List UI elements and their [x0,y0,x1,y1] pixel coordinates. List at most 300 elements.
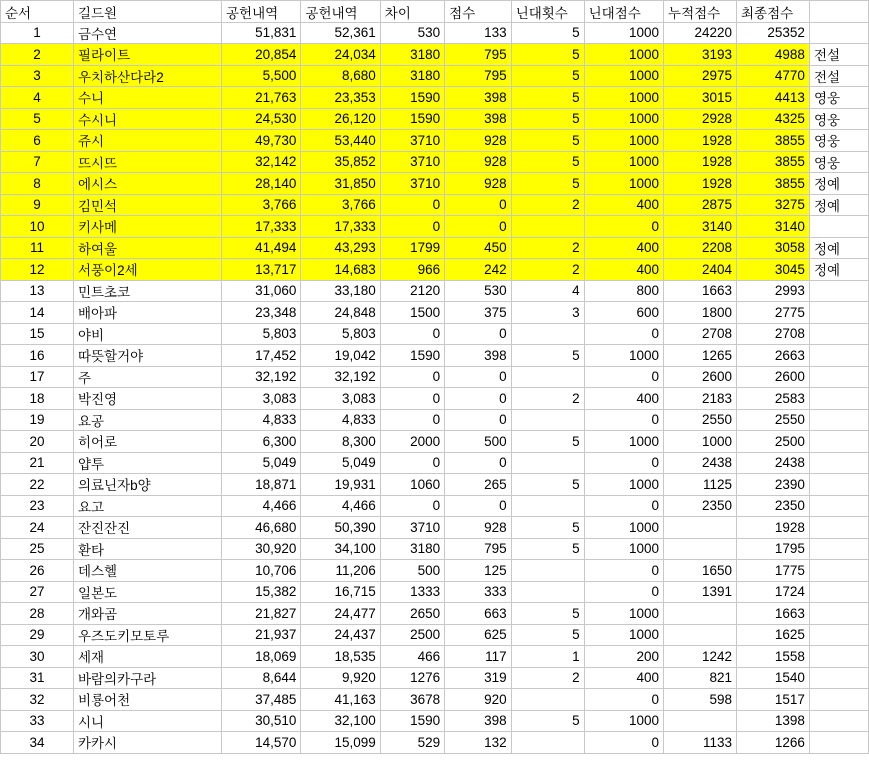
cell-final-score[interactable]: 3058 [736,237,809,259]
cell-score[interactable]: 795 [445,44,512,66]
cell-donation-after[interactable]: 32,192 [301,366,380,388]
cell-grade[interactable] [809,581,868,603]
cell-rank[interactable]: 27 [1,581,74,603]
cell-final-score[interactable]: 2775 [736,302,809,324]
cell-final-score[interactable]: 2993 [736,280,809,302]
cell-diff[interactable]: 0 [380,216,444,238]
cell-rank[interactable]: 3 [1,65,74,87]
cell-raid-score[interactable]: 0 [584,366,663,388]
cell-diff[interactable]: 0 [380,452,444,474]
cell-accumulated-score[interactable]: 1265 [664,345,737,367]
cell-member-name[interactable]: 얍투 [73,452,221,474]
cell-member-name[interactable]: 하여울 [73,237,221,259]
cell-diff[interactable]: 966 [380,259,444,281]
cell-grade[interactable] [809,431,868,453]
cell-donation-before[interactable]: 18,069 [222,646,301,668]
cell-donation-before[interactable]: 13,717 [222,259,301,281]
cell-raid-score[interactable]: 1000 [584,173,663,195]
cell-rank[interactable]: 4 [1,87,74,109]
cell-raid-score[interactable]: 0 [584,581,663,603]
cell-raid-count[interactable]: 5 [511,431,584,453]
cell-donation-after[interactable]: 8,300 [301,431,380,453]
cell-donation-after[interactable]: 19,931 [301,474,380,496]
cell-rank[interactable]: 21 [1,452,74,474]
cell-accumulated-score[interactable]: 821 [664,667,737,689]
cell-raid-count[interactable]: 5 [511,151,584,173]
cell-score[interactable]: 398 [445,345,512,367]
cell-score[interactable]: 242 [445,259,512,281]
cell-score[interactable]: 0 [445,194,512,216]
cell-rank[interactable]: 20 [1,431,74,453]
cell-raid-score[interactable]: 1000 [584,431,663,453]
cell-final-score[interactable]: 1398 [736,710,809,732]
cell-donation-before[interactable]: 4,466 [222,495,301,517]
cell-raid-count[interactable]: 5 [511,87,584,109]
cell-donation-before[interactable]: 46,680 [222,517,301,539]
table-row[interactable] [1,624,869,646]
cell-donation-after[interactable]: 5,049 [301,452,380,474]
cell-raid-count[interactable]: 5 [511,603,584,625]
cell-donation-before[interactable]: 31,060 [222,280,301,302]
cell-final-score[interactable]: 1724 [736,581,809,603]
cell-grade[interactable] [809,366,868,388]
cell-grade[interactable]: 전설 [809,44,868,66]
cell-donation-after[interactable]: 8,680 [301,65,380,87]
cell-accumulated-score[interactable]: 1663 [664,280,737,302]
cell-rank[interactable]: 26 [1,560,74,582]
cell-diff[interactable]: 1590 [380,710,444,732]
cell-final-score[interactable]: 2550 [736,409,809,431]
cell-score[interactable]: 0 [445,216,512,238]
cell-rank[interactable]: 29 [1,624,74,646]
cell-grade[interactable] [809,345,868,367]
table-row[interactable] [1,495,869,517]
cell-donation-after[interactable]: 35,852 [301,151,380,173]
cell-raid-score[interactable]: 0 [584,732,663,754]
cell-member-name[interactable]: 따뜻할거야 [73,345,221,367]
cell-member-name[interactable]: 비룡어천 [73,689,221,711]
cell-raid-count[interactable] [511,216,584,238]
cell-rank[interactable]: 14 [1,302,74,324]
cell-diff[interactable]: 0 [380,409,444,431]
cell-diff[interactable]: 1500 [380,302,444,324]
cell-accumulated-score[interactable]: 598 [664,689,737,711]
cell-diff[interactable]: 2000 [380,431,444,453]
cell-grade[interactable] [809,452,868,474]
table-row[interactable] [1,302,869,324]
cell-final-score[interactable]: 4325 [736,108,809,130]
cell-donation-before[interactable]: 30,510 [222,710,301,732]
cell-raid-score[interactable]: 800 [584,280,663,302]
cell-member-name[interactable]: 환타 [73,538,221,560]
cell-grade[interactable] [809,517,868,539]
cell-member-name[interactable]: 의료닌자b양 [73,474,221,496]
cell-raid-count[interactable]: 5 [511,538,584,560]
cell-diff[interactable]: 2650 [380,603,444,625]
cell-rank[interactable]: 12 [1,259,74,281]
cell-raid-count[interactable]: 3 [511,302,584,324]
cell-grade[interactable] [809,710,868,732]
cell-grade[interactable] [809,216,868,238]
cell-diff[interactable]: 3710 [380,517,444,539]
cell-donation-before[interactable]: 21,827 [222,603,301,625]
cell-score[interactable]: 333 [445,581,512,603]
cell-final-score[interactable]: 1663 [736,603,809,625]
cell-accumulated-score[interactable]: 2350 [664,495,737,517]
cell-rank[interactable]: 30 [1,646,74,668]
cell-member-name[interactable]: 수니 [73,87,221,109]
cell-raid-score[interactable]: 1000 [584,44,663,66]
cell-grade[interactable]: 영웅 [809,108,868,130]
cell-raid-score[interactable]: 400 [584,194,663,216]
cell-donation-after[interactable]: 43,293 [301,237,380,259]
cell-rank[interactable]: 32 [1,689,74,711]
cell-raid-count[interactable] [511,452,584,474]
cell-final-score[interactable]: 1928 [736,517,809,539]
cell-rank[interactable]: 15 [1,323,74,345]
cell-donation-before[interactable]: 8,644 [222,667,301,689]
cell-donation-after[interactable]: 18,535 [301,646,380,668]
cell-score[interactable]: 0 [445,452,512,474]
cell-raid-score[interactable]: 400 [584,237,663,259]
cell-final-score[interactable]: 2438 [736,452,809,474]
cell-rank[interactable]: 11 [1,237,74,259]
cell-member-name[interactable]: 데스헬 [73,560,221,582]
cell-diff[interactable]: 0 [380,366,444,388]
cell-final-score[interactable]: 3140 [736,216,809,238]
cell-raid-score[interactable]: 0 [584,452,663,474]
cell-score[interactable]: 928 [445,173,512,195]
cell-accumulated-score[interactable]: 1928 [664,173,737,195]
cell-member-name[interactable]: 잔진잔진 [73,517,221,539]
cell-grade[interactable]: 전설 [809,65,868,87]
cell-grade[interactable] [809,302,868,324]
cell-grade[interactable]: 정예 [809,259,868,281]
cell-score[interactable]: 0 [445,366,512,388]
cell-donation-after[interactable]: 24,477 [301,603,380,625]
cell-rank[interactable]: 7 [1,151,74,173]
cell-member-name[interactable]: 요고 [73,495,221,517]
cell-donation-before[interactable]: 5,803 [222,323,301,345]
cell-donation-after[interactable]: 32,100 [301,710,380,732]
cell-diff[interactable]: 0 [380,194,444,216]
cell-donation-after[interactable]: 15,099 [301,732,380,754]
table-row[interactable] [1,130,869,152]
cell-rank[interactable]: 13 [1,280,74,302]
cell-score[interactable]: 319 [445,667,512,689]
cell-diff[interactable]: 0 [380,388,444,410]
cell-diff[interactable]: 529 [380,732,444,754]
cell-donation-before[interactable]: 6,300 [222,431,301,453]
cell-donation-after[interactable]: 52,361 [301,22,380,44]
cell-final-score[interactable]: 3855 [736,130,809,152]
cell-rank[interactable]: 16 [1,345,74,367]
cell-member-name[interactable]: 야비 [73,323,221,345]
table-row[interactable] [1,517,869,539]
cell-raid-count[interactable]: 5 [511,517,584,539]
cell-accumulated-score[interactable] [664,538,737,560]
cell-member-name[interactable]: 키사메 [73,216,221,238]
cell-member-name[interactable]: 김민석 [73,194,221,216]
cell-grade[interactable]: 영웅 [809,130,868,152]
cell-raid-score[interactable]: 0 [584,323,663,345]
cell-raid-score[interactable]: 1000 [584,151,663,173]
table-row[interactable] [1,237,869,259]
cell-donation-after[interactable]: 4,466 [301,495,380,517]
cell-raid-score[interactable]: 0 [584,495,663,517]
cell-raid-count[interactable]: 5 [511,130,584,152]
cell-raid-count[interactable]: 2 [511,259,584,281]
cell-raid-count[interactable] [511,581,584,603]
cell-final-score[interactable]: 1540 [736,667,809,689]
cell-grade[interactable]: 영웅 [809,151,868,173]
cell-member-name[interactable]: 개와곰 [73,603,221,625]
cell-diff[interactable]: 2120 [380,280,444,302]
cell-raid-count[interactable] [511,560,584,582]
cell-diff[interactable]: 1590 [380,345,444,367]
cell-accumulated-score[interactable]: 2600 [664,366,737,388]
cell-accumulated-score[interactable]: 3140 [664,216,737,238]
table-row[interactable] [1,689,869,711]
cell-accumulated-score[interactable]: 2928 [664,108,737,130]
cell-donation-after[interactable]: 16,715 [301,581,380,603]
cell-score[interactable]: 928 [445,151,512,173]
cell-donation-after[interactable]: 5,803 [301,323,380,345]
cell-donation-before[interactable]: 3,766 [222,194,301,216]
cell-raid-count[interactable]: 5 [511,108,584,130]
cell-rank[interactable]: 8 [1,173,74,195]
cell-accumulated-score[interactable] [664,710,737,732]
cell-grade[interactable] [809,624,868,646]
cell-final-score[interactable]: 25352 [736,22,809,44]
cell-donation-after[interactable]: 34,100 [301,538,380,560]
cell-rank[interactable]: 34 [1,732,74,754]
cell-score[interactable]: 795 [445,65,512,87]
cell-donation-after[interactable]: 24,034 [301,44,380,66]
table-row[interactable] [1,108,869,130]
table-row[interactable] [1,409,869,431]
cell-donation-after[interactable]: 11,206 [301,560,380,582]
cell-donation-before[interactable]: 20,854 [222,44,301,66]
cell-grade[interactable]: 정예 [809,194,868,216]
cell-raid-score[interactable]: 1000 [584,108,663,130]
cell-member-name[interactable]: 히어로 [73,431,221,453]
table-row[interactable] [1,22,869,44]
cell-raid-score[interactable]: 1000 [584,517,663,539]
cell-diff[interactable]: 1060 [380,474,444,496]
table-row[interactable] [1,280,869,302]
cell-donation-before[interactable]: 17,452 [222,345,301,367]
cell-donation-before[interactable]: 28,140 [222,173,301,195]
cell-raid-count[interactable]: 5 [511,44,584,66]
cell-grade[interactable] [809,409,868,431]
cell-raid-count[interactable] [511,409,584,431]
cell-donation-before[interactable]: 17,333 [222,216,301,238]
cell-grade[interactable] [809,495,868,517]
cell-final-score[interactable]: 3855 [736,173,809,195]
cell-donation-before[interactable]: 23,348 [222,302,301,324]
cell-raid-count[interactable]: 5 [511,65,584,87]
cell-accumulated-score[interactable]: 2875 [664,194,737,216]
cell-donation-before[interactable]: 37,485 [222,689,301,711]
cell-donation-after[interactable]: 3,083 [301,388,380,410]
cell-raid-score[interactable]: 0 [584,689,663,711]
cell-grade[interactable] [809,667,868,689]
cell-member-name[interactable]: 필라이트 [73,44,221,66]
cell-donation-before[interactable]: 30,920 [222,538,301,560]
cell-rank[interactable]: 22 [1,474,74,496]
cell-member-name[interactable]: 쥬시 [73,130,221,152]
cell-raid-count[interactable]: 2 [511,667,584,689]
cell-raid-score[interactable]: 0 [584,216,663,238]
cell-diff[interactable]: 1590 [380,108,444,130]
cell-accumulated-score[interactable]: 1125 [664,474,737,496]
cell-grade[interactable] [809,560,868,582]
cell-grade[interactable] [809,538,868,560]
cell-member-name[interactable]: 요공 [73,409,221,431]
cell-rank[interactable]: 10 [1,216,74,238]
cell-accumulated-score[interactable]: 1000 [664,431,737,453]
cell-score[interactable]: 0 [445,409,512,431]
cell-diff[interactable]: 3678 [380,689,444,711]
cell-raid-count[interactable]: 2 [511,388,584,410]
cell-member-name[interactable]: 시니 [73,710,221,732]
cell-raid-count[interactable]: 5 [511,22,584,44]
cell-grade[interactable]: 정예 [809,237,868,259]
cell-member-name[interactable]: 수시니 [73,108,221,130]
cell-member-name[interactable]: 카카시 [73,732,221,754]
cell-rank[interactable]: 1 [1,22,74,44]
cell-accumulated-score[interactable]: 2975 [664,65,737,87]
cell-raid-count[interactable] [511,689,584,711]
cell-diff[interactable]: 2500 [380,624,444,646]
cell-score[interactable]: 928 [445,130,512,152]
cell-raid-score[interactable]: 0 [584,560,663,582]
cell-final-score[interactable]: 2663 [736,345,809,367]
table-row[interactable] [1,452,869,474]
table-row[interactable] [1,431,869,453]
cell-accumulated-score[interactable] [664,517,737,539]
cell-final-score[interactable]: 1517 [736,689,809,711]
table-row[interactable] [1,581,869,603]
cell-rank[interactable]: 24 [1,517,74,539]
cell-rank[interactable]: 18 [1,388,74,410]
cell-score[interactable]: 265 [445,474,512,496]
cell-accumulated-score[interactable]: 1650 [664,560,737,582]
cell-donation-after[interactable]: 19,042 [301,345,380,367]
cell-score[interactable]: 500 [445,431,512,453]
cell-score[interactable]: 0 [445,495,512,517]
cell-raid-count[interactable]: 5 [511,624,584,646]
cell-donation-after[interactable]: 50,390 [301,517,380,539]
cell-diff[interactable]: 3710 [380,130,444,152]
cell-accumulated-score[interactable]: 1133 [664,732,737,754]
cell-member-name[interactable]: 세재 [73,646,221,668]
cell-score[interactable]: 125 [445,560,512,582]
cell-final-score[interactable]: 2600 [736,366,809,388]
cell-donation-before[interactable]: 21,937 [222,624,301,646]
cell-accumulated-score[interactable]: 2438 [664,452,737,474]
table-row[interactable] [1,646,869,668]
cell-donation-after[interactable]: 4,833 [301,409,380,431]
cell-grade[interactable]: 영웅 [809,87,868,109]
cell-donation-after[interactable]: 33,180 [301,280,380,302]
table-row[interactable] [1,474,869,496]
cell-final-score[interactable]: 2583 [736,388,809,410]
table-row[interactable] [1,667,869,689]
table-row[interactable] [1,345,869,367]
cell-member-name[interactable]: 박진영 [73,388,221,410]
cell-member-name[interactable]: 바람의카구라 [73,667,221,689]
table-row[interactable] [1,560,869,582]
cell-accumulated-score[interactable] [664,624,737,646]
cell-final-score[interactable]: 2500 [736,431,809,453]
cell-donation-after[interactable]: 14,683 [301,259,380,281]
cell-diff[interactable]: 466 [380,646,444,668]
cell-member-name[interactable]: 우치하산다라2 [73,65,221,87]
cell-raid-count[interactable]: 2 [511,237,584,259]
cell-donation-after[interactable]: 41,163 [301,689,380,711]
cell-score[interactable]: 450 [445,237,512,259]
cell-donation-before[interactable]: 10,706 [222,560,301,582]
cell-raid-score[interactable]: 1000 [584,603,663,625]
cell-donation-after[interactable]: 17,333 [301,216,380,238]
table-row[interactable] [1,44,869,66]
cell-diff[interactable]: 0 [380,495,444,517]
cell-raid-count[interactable]: 5 [511,345,584,367]
cell-accumulated-score[interactable]: 1928 [664,130,737,152]
cell-accumulated-score[interactable]: 1800 [664,302,737,324]
cell-raid-count[interactable]: 1 [511,646,584,668]
table-row[interactable] [1,388,869,410]
cell-donation-before[interactable]: 32,192 [222,366,301,388]
cell-rank[interactable]: 5 [1,108,74,130]
cell-raid-count[interactable] [511,366,584,388]
cell-final-score[interactable]: 3855 [736,151,809,173]
cell-final-score[interactable]: 2390 [736,474,809,496]
cell-score[interactable]: 795 [445,538,512,560]
cell-rank[interactable]: 2 [1,44,74,66]
cell-donation-before[interactable]: 41,494 [222,237,301,259]
cell-raid-count[interactable]: 4 [511,280,584,302]
cell-diff[interactable]: 3180 [380,44,444,66]
cell-member-name[interactable]: 민트초코 [73,280,221,302]
cell-diff[interactable]: 530 [380,22,444,44]
cell-accumulated-score[interactable]: 2208 [664,237,737,259]
cell-member-name[interactable]: 서풍이2세 [73,259,221,281]
cell-donation-before[interactable]: 21,763 [222,87,301,109]
cell-score[interactable]: 0 [445,323,512,345]
cell-rank[interactable]: 6 [1,130,74,152]
cell-diff[interactable]: 1276 [380,667,444,689]
cell-rank[interactable]: 9 [1,194,74,216]
table-row[interactable] [1,65,869,87]
cell-member-name[interactable]: 뜨시뜨 [73,151,221,173]
cell-donation-before[interactable]: 3,083 [222,388,301,410]
cell-accumulated-score[interactable]: 2708 [664,323,737,345]
cell-diff[interactable]: 3710 [380,173,444,195]
cell-score[interactable]: 375 [445,302,512,324]
cell-rank[interactable]: 31 [1,667,74,689]
cell-donation-before[interactable]: 15,382 [222,581,301,603]
cell-donation-after[interactable]: 3,766 [301,194,380,216]
cell-raid-score[interactable]: 1000 [584,22,663,44]
table-row[interactable] [1,87,869,109]
cell-score[interactable]: 133 [445,22,512,44]
cell-donation-after[interactable]: 53,440 [301,130,380,152]
cell-raid-score[interactable]: 1000 [584,130,663,152]
cell-score[interactable]: 398 [445,710,512,732]
